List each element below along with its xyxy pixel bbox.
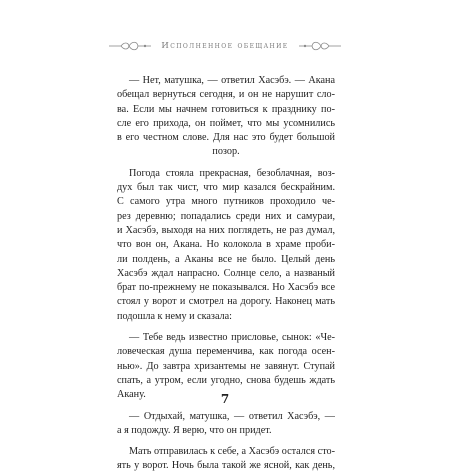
text-line: стоял у ворот и смотрел на дорогу. Наконец мать	[117, 296, 335, 308]
text-line: — Нет, матушка, — ответил Хасэбэ. — Акана	[129, 75, 335, 86]
text-line: Погода стояла прекрасная, безоблачная, воз-	[129, 167, 335, 179]
paragraph	[117, 74, 335, 160]
paragraph	[117, 167, 335, 324]
text-line: брат по-прежнему не показывался. Но Хасэбэ все	[117, 282, 335, 294]
text-line: что вон он, Акана. Но колокола в храме проби-	[117, 239, 335, 251]
text-line: сле его прихода, он поймет, что мы усомнились	[117, 117, 335, 129]
text-line: обещал вернуться сегодня, и он не нарушит сло-	[117, 89, 335, 101]
text-line: дух был так чист, что мир казался бескрайним.	[117, 182, 335, 194]
right-ornament-icon	[297, 39, 343, 53]
text-line: — Тебе ведь известно присловье, сынок: «Че-	[129, 332, 335, 344]
running-head	[0, 38, 450, 54]
text-line: позор.	[212, 146, 240, 158]
text-line: подошла к нему и сказала:	[117, 310, 232, 322]
page-number: 7	[220, 392, 230, 406]
paragraph	[117, 410, 335, 439]
paragraph	[117, 445, 335, 474]
text-line: и Хасэбэ, выходя на них поглядеть, не раз думал,	[117, 224, 335, 236]
text-line: спать, а утром, если угодно, снова будешь ждать	[117, 374, 335, 386]
text-line: Хасэбэ ждал напрасно. Солнце село, а названый	[117, 267, 335, 279]
body-text	[117, 74, 335, 474]
text-line: а я подожду. Я верю, что он придет.	[117, 424, 272, 436]
text-line: в его честном слове. Для нас это будет большой	[117, 132, 335, 144]
text-line: — Отдыхай, матушка, — ответил Хасэбэ, —	[129, 410, 335, 422]
text-line: ловеческая душа переменчива, как погода осен-	[117, 346, 335, 358]
left-ornament-icon	[107, 39, 153, 53]
text-line: ять у ворот. Ночь была такой же ясной, как день,	[117, 460, 335, 472]
text-line: ва. Если мы начнем готовиться к празднику по-	[117, 103, 335, 115]
text-line: рез деревню; попадались среди них и самураи,	[117, 210, 335, 222]
text-line: Мать отправилась к себе, а Хасэбэ остался сто-	[129, 446, 335, 458]
text-line: С самого утра много путников проходило че-	[117, 196, 335, 208]
text-line: Акану.	[117, 389, 146, 401]
running-head-title: Исполненное обещание	[161, 41, 289, 51]
text-line: ли полдень, а Аканы все не было. Целый день	[117, 253, 335, 265]
text-line: нью». До завтра хризантемы не завянут. Ступай	[117, 360, 335, 372]
